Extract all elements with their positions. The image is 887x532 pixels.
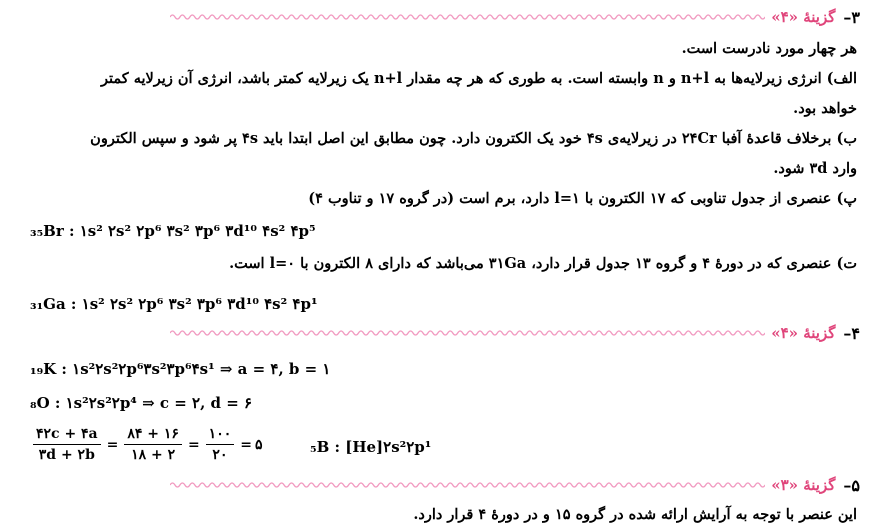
q4-number: ۴– — [843, 323, 860, 343]
o-electron-config: ₈O : ۱s²۲s²۲p⁴ ⇒ c = ۲, d = ۶ — [30, 394, 253, 412]
fraction-1 — [33, 426, 101, 463]
q5-line-1: این عنصر با توجه به آرایش ارائه شده در گروه ۱۵ و در دورهٔ ۴ قرار دارد. — [413, 506, 857, 523]
q3-answer: گزینهٔ «۴» — [771, 8, 836, 26]
ga-electron-config: ₃₁Ga : ۱s² ۲s² ۲p⁶ ۳s² ۳p⁶ ۳d¹⁰ ۴s² ۴p¹ — [30, 295, 318, 313]
fraction-2 — [124, 426, 182, 463]
fraction-equation — [30, 426, 263, 463]
q3-line-3: خواهد بود. — [793, 100, 857, 117]
equals-sign-2: = — [187, 436, 200, 453]
b-electron-config: ₅B : [He]۲s²۲p¹ — [310, 438, 432, 456]
fraction-2-denominator: ۱۸ + ۲ — [131, 447, 176, 463]
fraction-3-denominator: ۲۰ — [212, 447, 228, 463]
q3-line-6: پ) عنصری از جدول تناوبی که ۱۷ الکترون با l=۱ دارد، برم است (در گروه ۱۷ و تناوب ۴) — [308, 190, 857, 207]
q5-header — [170, 474, 860, 496]
k-electron-config: ₁₉K : ۱s²۲s²۲p⁶۳s²۳p⁶۴s¹ ⇒ a = ۴, b = ۱ — [30, 360, 331, 378]
q5-answer: گزینهٔ «۳» — [771, 476, 836, 494]
q4-wave-divider — [170, 328, 765, 338]
q4-header — [170, 322, 860, 344]
q3-wave-divider — [170, 12, 765, 22]
fraction-1-denominator: ۳d + ۲b — [38, 447, 95, 463]
br-electron-config: ₃₅Br : ۱s² ۲s² ۲p⁶ ۳s² ۳p⁶ ۳d¹⁰ ۴s² ۴p⁵ — [30, 222, 316, 240]
q5-number: ۵– — [843, 475, 860, 495]
fraction-3-numerator: ۱۰۰ — [206, 426, 235, 445]
q3-line-4: ب) برخلاف قاعدهٔ آفبا ۲۴Cr در زیرلایه‌ی ۴s خود یک الکترون دارد. چون مطابق این اصل ابتدا باید ۴s پر شود و سپس الکترون — [90, 130, 857, 147]
q3-line-1: هر چهار مورد نادرست است. — [681, 40, 857, 57]
q4-answer: گزینهٔ «۴» — [771, 324, 836, 342]
equals-sign-3: = — [240, 436, 252, 453]
fraction-result: ۵ — [254, 436, 263, 453]
q5-wave-divider — [170, 480, 765, 490]
q3-number: ۳– — [843, 7, 860, 27]
q3-line-7: ت) عنصری که در دورهٔ ۴ و گروه ۱۳ جدول قرار دارد، ۳۱Ga می‌باشد که دارای ۸ الکترون با l=۰ است. — [229, 255, 857, 272]
fraction-2-numerator: ۸۴ + ۱۶ — [124, 426, 182, 445]
equals-sign-1: = — [106, 436, 119, 453]
fraction-1-numerator: ۴۲c + ۴a — [33, 426, 101, 445]
q3-line-2: الف) انرژی زیرلایه‌ها به n+l و n وابسته است. به طوری که هر چه مقدار n+l یک زیرلایه کمتر باشد، انرژی آن زیرلایه کمتر — [101, 70, 857, 87]
fraction-3 — [206, 426, 235, 463]
q3-header — [170, 6, 860, 28]
q3-line-5: وارد ۳d شود. — [773, 160, 857, 177]
